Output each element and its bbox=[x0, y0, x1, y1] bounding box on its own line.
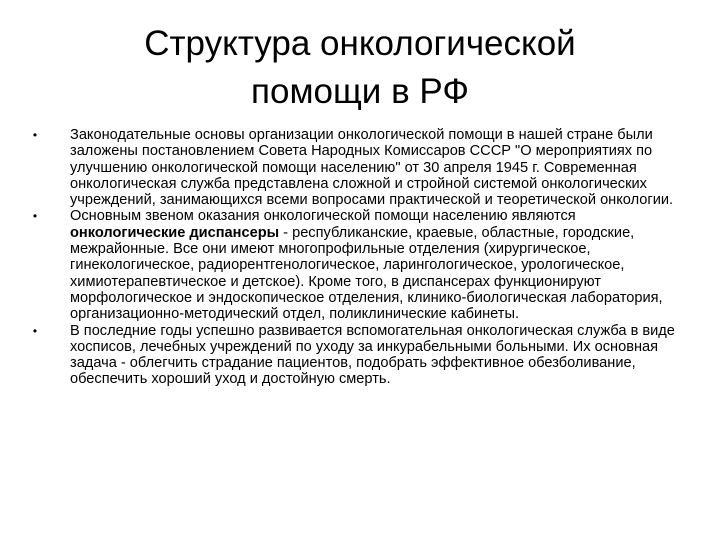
slide-title-line-2: помощи в РФ bbox=[251, 72, 469, 111]
bold-term: онкологические диспансеры bbox=[70, 224, 280, 241]
bullet-icon: • bbox=[32, 128, 38, 142]
bullet-icon: • bbox=[32, 209, 38, 224]
list-item bbox=[28, 208, 678, 322]
list-item-text-start: Основным звеном оказания онкологической помощи населению являются bbox=[70, 208, 576, 225]
list-item-text: Законодательные основы организации онкологической помощи в нашей стране были заложены постановлением Совета Народных Комиссаров СССР "О мероприятиях по улучшению онкологической помощи населению" от 30 апреля 1945 г. Современная онкологическая служба представлена сложной и стройной системой онкологических учреждений, занимающихся всеми вопросами практической и теоретической онкологии. bbox=[70, 127, 674, 209]
bullet-list bbox=[28, 127, 678, 388]
list-item-text-end: - республиканские, краевые, областные, городские, межрайонные. Все они имеют многопрофильные отделения (хирургическое, гинекологическое, радиорентгенологическое, ларингологическое, урологическое, химиотерапевтическое и детское). Кроме того, в диспансерах функционируют морфологическое и эндоскопическое отделения, клинико-биологическая лаборатория, организационно-методический отдел, поликлинические кабинеты. bbox=[70, 224, 663, 323]
list-item bbox=[28, 127, 678, 208]
list-item-text bbox=[70, 208, 678, 322]
list-item bbox=[28, 323, 678, 388]
slide-title-line-1: Структура онкологической bbox=[144, 24, 576, 63]
list-item-text: В последние годы успешно развивается вспомогательная онкологическая служба в виде хосписов, лечебных учреждений по уходу за инкурабельными больными. Их основная задача - облегчить страдание пациентов, подобрать эффективное обезболивание, обеспечить хороший уход и достойную смерть. bbox=[70, 322, 675, 388]
bullet-icon: • bbox=[32, 323, 38, 338]
